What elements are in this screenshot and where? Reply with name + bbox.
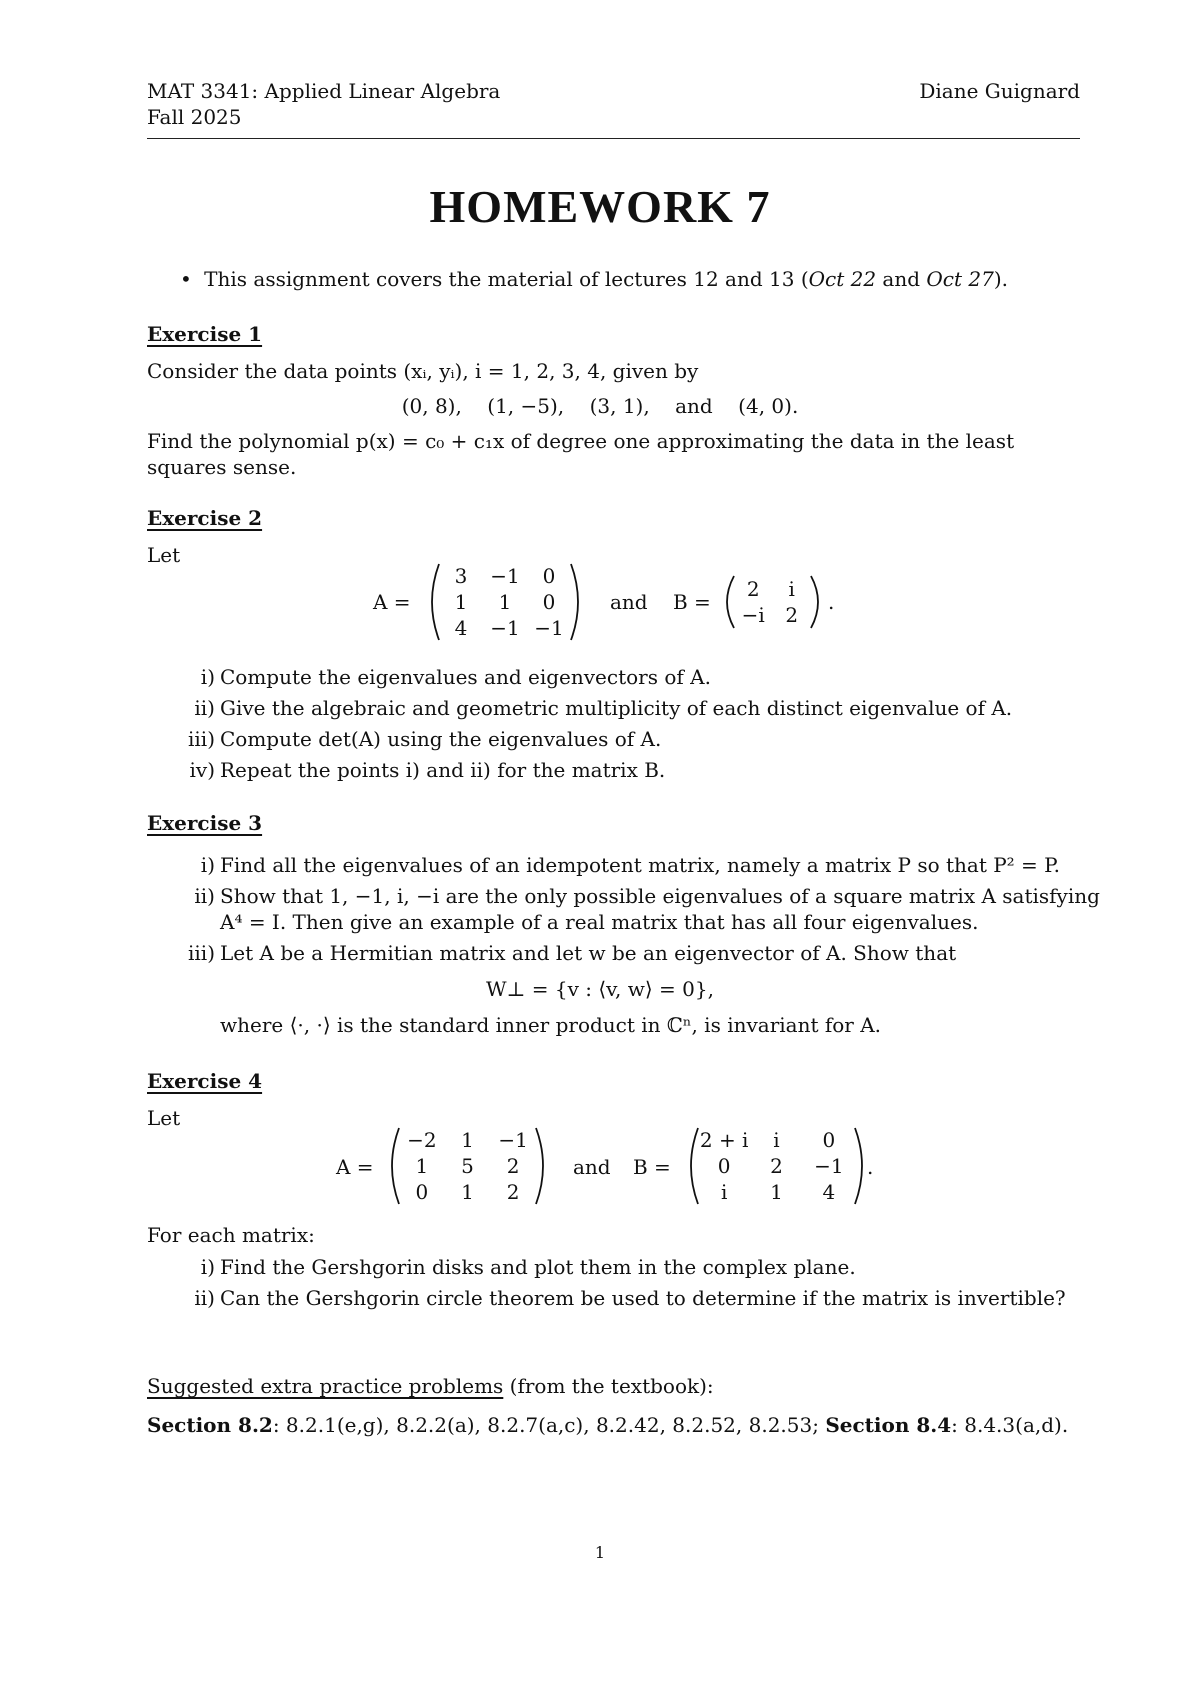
list-number: i) — [200, 853, 215, 877]
bullet-icon: • — [180, 267, 192, 291]
matrix-entry: −1 — [534, 616, 564, 640]
exercise-3-equation: W⊥ = {v : ⟨v, w⟩ = 0}, — [486, 977, 714, 1001]
matrix-entry: 4 — [454, 616, 468, 640]
matrix-entry: −1 — [498, 1128, 528, 1152]
matrix-entry: i — [720, 1180, 728, 1204]
matrix-entry: 3 — [454, 564, 468, 588]
matrix-entry: 1 — [415, 1154, 429, 1178]
extra-practice-heading: Suggested extra practice problems (from the textbook): — [147, 1374, 714, 1398]
matrix-A — [425, 562, 585, 642]
exercise-1-text: Consider the data points (xᵢ, yᵢ), i = 1, 2, 3, 4, given by — [147, 359, 699, 383]
list-item: Can the Gershgorin circle theorem be used to determine if the matrix is invertible? — [220, 1286, 1066, 1310]
list-item: Compute the eigenvalues and eigenvectors of A. — [220, 665, 711, 689]
exercise-1-task: Find the polynomial p(x) = c₀ + c₁x of degree one approximating the data in the least squares sense. — [147, 429, 1015, 479]
and-text: and — [573, 1155, 611, 1179]
list-number: ii) — [194, 696, 215, 720]
left-paren — [691, 1128, 698, 1204]
matrix-entry: 2 — [506, 1180, 520, 1204]
matrix-B — [684, 1126, 869, 1206]
list-number: ii) — [194, 884, 215, 908]
matrix-entry: 2 + i — [699, 1128, 749, 1152]
right-paren — [536, 1128, 543, 1204]
matrix-entry: 1 — [461, 1180, 474, 1204]
matrix-entry: −2 — [407, 1128, 437, 1152]
matrix-entry: 0 — [415, 1180, 429, 1204]
period: . — [828, 590, 835, 614]
exercise-3-item-ii: Show that 1, −1, i, −i are the only possible eigenvalues of a square matrix A satisfying — [220, 884, 1100, 908]
exercise-3-item-iii-cont: where ⟨·, ·⟩ is the standard inner product in ℂⁿ, is invariant for A. — [220, 1013, 882, 1037]
exercise-3-item-ii-cont: A⁴ = I. Then give an example of a real matrix that has all four eigenvalues. — [220, 910, 979, 934]
exercise-4-heading: Exercise 4 — [147, 1069, 263, 1093]
exercise-3-item-iii: Let A be a Hermitian matrix and let w be an eigenvector of A. Show that — [220, 941, 957, 965]
list-item: Give the algebraic and geometric multiplicity of each distinct eigenvalue of A. — [220, 696, 1013, 720]
matrix-entry: 2 — [506, 1154, 520, 1178]
page-header — [147, 78, 1080, 130]
matrix-A-label: A = — [373, 590, 411, 614]
matrix-entry: i — [773, 1128, 780, 1152]
extra-practice-list: Section 8.2: 8.2.1(e,g), 8.2.2(a), 8.2.7(a,c), 8.2.42, 8.2.52, 8.2.53; Section 8.4: 8.4.3(a,d). — [147, 1413, 1069, 1437]
exercise-2-let: Let — [147, 543, 181, 567]
matrix-B — [720, 574, 825, 630]
exercise-1-points: (0, 8), (1, −5), (3, 1), and (4, 0). — [401, 394, 799, 418]
matrix-A — [385, 1126, 550, 1206]
right-paren — [811, 576, 818, 628]
exercise-3-item-i: Find all the eigenvalues of an idempotent matrix, namely a matrix P so that P² = P. — [220, 853, 1060, 877]
matrix-entry: 4 — [822, 1180, 836, 1204]
matrix-entry: 0 — [822, 1128, 836, 1152]
list-number: iii) — [188, 941, 215, 965]
exercise-4-let: Let — [147, 1106, 181, 1130]
matrix-entry: 1 — [461, 1128, 474, 1152]
intro-bullet: • This assignment covers the material of lectures 12 and 13 (Oct 22 and Oct 27). — [180, 267, 1009, 291]
matrix-entry: −i — [741, 603, 765, 627]
left-paren — [392, 1128, 399, 1204]
matrix-entry: 2 — [785, 603, 799, 627]
matrix-entry: 0 — [542, 590, 556, 614]
exercise-1-heading: Exercise 1 — [147, 322, 263, 346]
list-item: Repeat the points i) and ii) for the matrix B. — [220, 758, 666, 782]
matrix-entry: −1 — [814, 1154, 844, 1178]
matrix-entry: 5 — [461, 1154, 474, 1178]
matrix-A-label: A = — [336, 1155, 374, 1179]
right-paren — [571, 564, 578, 640]
matrix-entry: −1 — [490, 616, 520, 640]
and-text: and — [610, 590, 648, 614]
header-rule — [147, 138, 1080, 139]
matrix-entry: 1 — [498, 590, 512, 614]
matrix-entry: 0 — [542, 564, 556, 588]
matrix-entry: i — [788, 577, 795, 601]
list-number: iv) — [189, 758, 215, 782]
list-number: iii) — [188, 727, 215, 751]
list-number: ii) — [194, 1286, 215, 1310]
author: Diane Guignard — [919, 79, 1080, 103]
list-number: i) — [200, 1255, 215, 1279]
right-paren — [855, 1128, 862, 1204]
left-paren — [727, 576, 734, 628]
page-title: HOMEWORK 7 — [429, 181, 771, 232]
matrix-entry: 2 — [746, 577, 760, 601]
exercise-4-for-each: For each matrix: — [147, 1223, 315, 1247]
matrix-entry: 0 — [717, 1154, 731, 1178]
list-item: Find the Gershgorin disks and plot them in the complex plane. — [220, 1255, 856, 1279]
list-item: Compute det(A) using the eigenvalues of A. — [220, 727, 662, 751]
matrix-entry: −1 — [490, 564, 520, 588]
period: . — [867, 1155, 874, 1179]
exercise-2-heading: Exercise 2 — [147, 506, 263, 530]
list-number: i) — [200, 665, 215, 689]
matrix-entry: 1 — [770, 1180, 783, 1204]
matrix-B-label: B = — [633, 1155, 671, 1179]
matrix-entry: 1 — [454, 590, 468, 614]
term: Fall 2025 — [147, 105, 242, 129]
exercise-3-heading: Exercise 3 — [147, 811, 263, 835]
matrix-B-label: B = — [673, 590, 711, 614]
left-paren — [432, 564, 439, 640]
course-title: MAT 3341: Applied Linear Algebra — [147, 79, 501, 103]
page-number: 1 — [594, 1543, 606, 1562]
matrix-entry: 2 — [770, 1154, 783, 1178]
